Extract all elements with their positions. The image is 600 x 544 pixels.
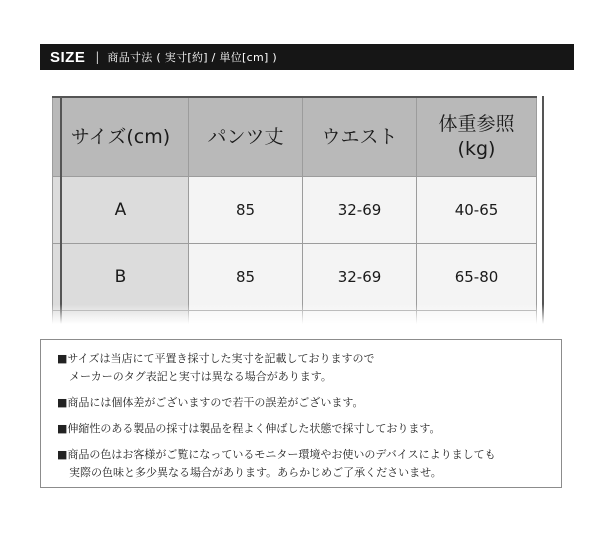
table-left-edge (60, 96, 62, 324)
pants-length-cell: 85 (189, 177, 303, 244)
header-size: サイズ(cm) (53, 97, 189, 177)
table-row (53, 244, 537, 311)
weight-cell: 65-80 (417, 244, 537, 311)
header-waist: ウエスト (303, 97, 417, 177)
waist-cell: 32-69 (303, 244, 417, 311)
note-line: ■サイズは当店にて平置き採寸した実寸を記載しておりますので (57, 352, 375, 365)
note-line: ■商品には個体差がございますので若干の誤差がございます。 (57, 396, 364, 409)
size-table (52, 96, 537, 324)
note-line-continued: 実際の色味と多少異なる場合があります。あらかじめご了承くださいませ。 (69, 466, 442, 479)
pants-length-cell: 85 (189, 244, 303, 311)
note-item (57, 350, 561, 386)
size-cell: B (53, 244, 189, 311)
header-separator: | (95, 50, 100, 64)
note-line: ■商品の色はお客様がご覧になっているモニター環境やお使いのデバイスによりましても (57, 448, 496, 461)
weight-cell: 40-65 (417, 177, 537, 244)
table-right-edge (542, 96, 544, 324)
table-bottom-fade (52, 304, 554, 324)
note-item (57, 420, 561, 438)
note-item (57, 446, 561, 482)
waist-cell: 32-69 (303, 177, 417, 244)
size-title: SIZE (50, 48, 86, 66)
note-item (57, 394, 561, 412)
note-line-continued: メーカーのタグ表記と実寸は異なる場合があります。 (69, 370, 332, 383)
header-pants-length: パンツ丈 (189, 97, 303, 177)
size-cell: A (53, 177, 189, 244)
table-header-row (53, 97, 537, 177)
table-row (53, 177, 537, 244)
size-header-bar (40, 44, 574, 70)
header-weight: 体重参照 (kg) (417, 97, 537, 177)
note-line: ■伸縮性のある製品の採寸は製品を程よく伸ばした状態で採寸しております。 (57, 422, 441, 435)
size-table-container (52, 96, 554, 324)
notes-box (40, 339, 562, 488)
header-subtitle: 商品寸法 ( 実寸[約] / 単位[cm] ) (107, 51, 277, 64)
